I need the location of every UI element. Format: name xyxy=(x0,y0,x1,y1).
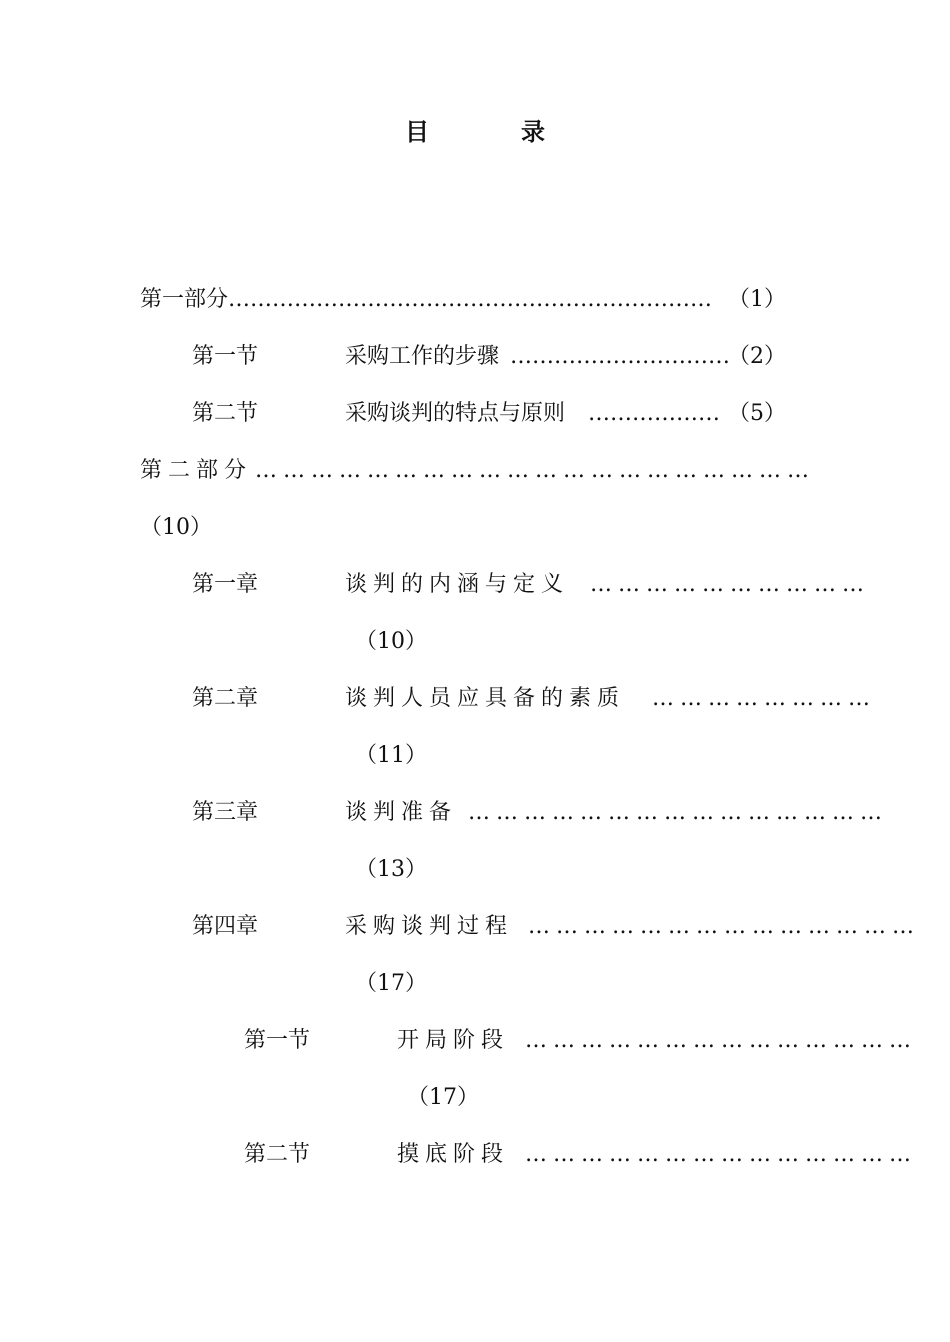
toc-label: 第二节 xyxy=(244,1142,311,1167)
toc-leader-dots: ………………………… xyxy=(590,572,870,597)
title-char-right: 录 xyxy=(521,117,545,146)
toc-label: 第一节 xyxy=(192,344,259,369)
toc-page-number: （10） xyxy=(355,629,427,654)
toc-leader-dots: ………………………………………………………… xyxy=(228,287,712,312)
toc-entry-text: 摸底阶段 xyxy=(397,1142,510,1167)
toc-page-number: （5） xyxy=(728,401,786,426)
toc-page-number: （17） xyxy=(355,971,427,996)
toc-page-number: （13） xyxy=(355,857,427,882)
toc-label: 第一部分 xyxy=(140,287,229,312)
toc-entry-text: 谈判准备 xyxy=(345,800,458,825)
toc-label: 第一节 xyxy=(244,1028,311,1053)
toc-page-number: （11） xyxy=(355,743,427,768)
toc-entry-text: 采购谈判过程 xyxy=(345,914,514,939)
toc-page-number: （1） xyxy=(728,287,786,312)
toc-leader-dots: …………………………………… xyxy=(525,1028,917,1053)
toc-page-number: （10） xyxy=(140,515,212,540)
toc-entry-text: 开局阶段 xyxy=(397,1028,510,1053)
toc-label: 第三章 xyxy=(192,800,259,825)
toc-page-number: （2） xyxy=(728,344,786,369)
toc-entry-text: 谈判的内涵与定义 xyxy=(345,572,570,597)
toc-leader-dots: ………………………… xyxy=(510,344,730,369)
toc-entry-text: 采购工作的步骤 xyxy=(345,344,500,369)
toc-leader-dots: ……………… xyxy=(588,401,720,426)
toc-label: 第一章 xyxy=(192,572,259,597)
toc-label: 第二节 xyxy=(192,401,259,426)
toc-page-number: （17） xyxy=(407,1085,479,1110)
toc-label: 第二部分 xyxy=(140,458,253,483)
toc-leader-dots: …………………………………………………… xyxy=(255,458,815,483)
toc-leader-dots: …………………………………… xyxy=(525,1142,917,1167)
title-char-left: 目 xyxy=(405,117,429,146)
toc-leader-dots: ……………………………………… xyxy=(468,800,888,825)
toc-entry-text: 采购谈判的特点与原则 xyxy=(345,401,566,426)
toc-leader-dots: …………………… xyxy=(652,686,876,711)
toc-label: 第二章 xyxy=(192,686,259,711)
toc-leader-dots: …………………………………… xyxy=(528,914,920,939)
page-title xyxy=(0,112,950,147)
toc-label: 第四章 xyxy=(192,914,259,939)
toc-entry-text: 谈判人员应具备的素质 xyxy=(345,686,626,711)
